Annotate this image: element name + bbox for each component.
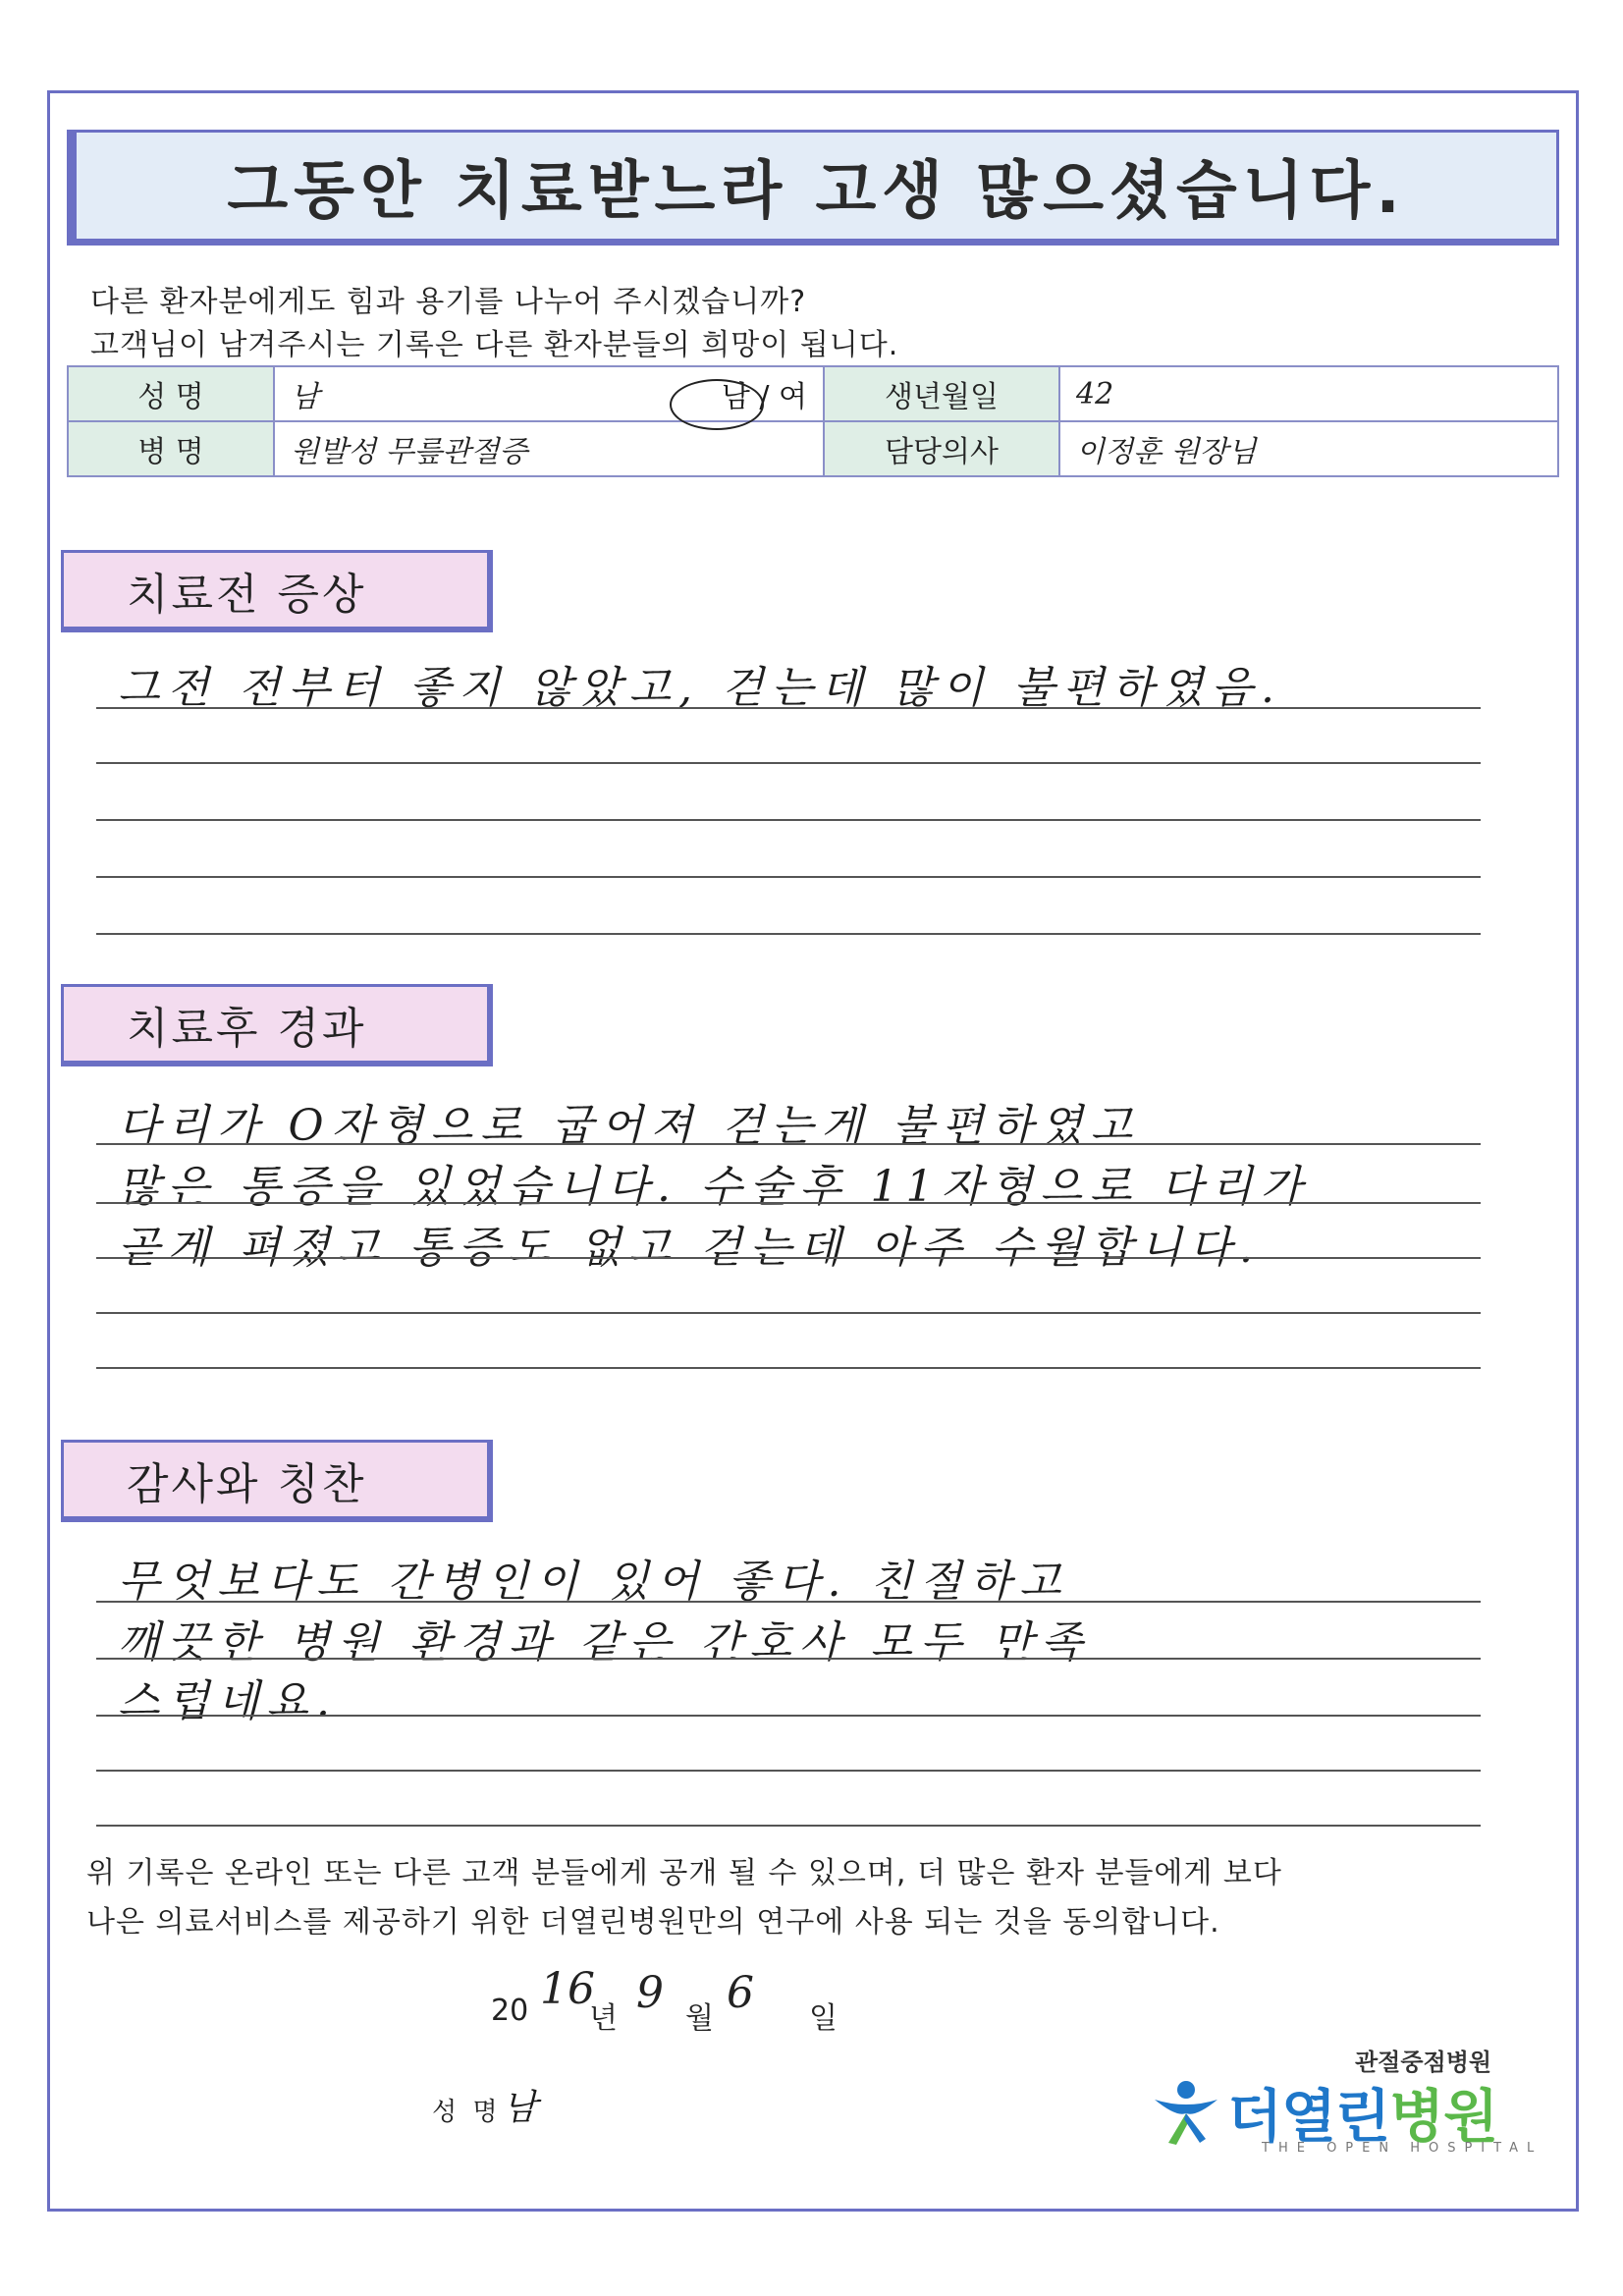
consent-line-1: 위 기록은 온라인 또는 다른 고객 분들에게 공개 될 수 있으며, 더 많은 환자 분들에게 보다 xyxy=(86,1856,1282,1890)
ruled-line xyxy=(96,1312,1481,1314)
thanks-line-2: 깨끗한 병원 환경과 같은 간호사 모두 만족 xyxy=(118,1617,1091,1667)
doctor-label: 담당의사 xyxy=(824,421,1059,476)
thanks-line-1: 무엇보다도 간병인이 있어 좋다. 친절하고 xyxy=(118,1557,1069,1607)
page-title: 그동안 치료받느라 고생 많으셨습니다. xyxy=(227,155,1406,228)
gender-separator: / xyxy=(759,380,770,414)
ruled-line xyxy=(96,1825,1481,1827)
signature-value: 남 xyxy=(503,2088,537,2128)
logo-subtitle: 관절중점병원 xyxy=(1355,2049,1492,2076)
ruled-line xyxy=(96,1202,1481,1204)
name-value: 남 xyxy=(291,380,319,414)
ruled-line xyxy=(96,1715,1481,1717)
logo-name-part1: 더열린 xyxy=(1227,2083,1390,2150)
consent-line-2: 나은 의료서비스를 제공하기 위한 더열린병원만의 연구에 사용 되는 것을 동의합니다. xyxy=(86,1905,1220,1940)
doctor-value: 이정훈 원장님 xyxy=(1076,435,1257,469)
date-prefix: 20 xyxy=(491,1994,529,2028)
thanks-line-3: 스럽네요. xyxy=(118,1676,339,1726)
ruled-line xyxy=(96,762,1481,764)
intro-line-1: 다른 환자분에게도 힘과 용기를 나누어 주시겠습니까? xyxy=(90,285,807,319)
ruled-line xyxy=(96,1601,1481,1603)
date-year-label: 년 xyxy=(589,2001,618,2036)
title-banner xyxy=(67,130,1559,246)
date-day: 6 xyxy=(727,1968,754,2018)
date-month: 9 xyxy=(636,1968,664,2018)
after-line-2: 많은 통증을 있었습니다. 수술후 11자형으로 다리가 xyxy=(118,1162,1310,1212)
disease-label: 병 명 xyxy=(68,421,274,476)
section-thanks-title: 감사와 칭찬 xyxy=(127,1458,367,1509)
female-option: 여 xyxy=(779,380,807,414)
date-year: 16 xyxy=(540,1964,595,2014)
logo-name-part2: 병원 xyxy=(1389,2083,1498,2150)
hospital-logo-icon xyxy=(1147,2070,1225,2149)
ruled-line xyxy=(96,819,1481,821)
male-option: 남 xyxy=(721,380,750,414)
ruled-line xyxy=(96,1257,1481,1259)
ruled-line xyxy=(96,1770,1481,1772)
after-line-1: 다리가 O자형으로 굽어져 걷는게 불편하였고 xyxy=(118,1101,1141,1151)
gender-circle-mark xyxy=(670,379,764,430)
section-thanks-heading xyxy=(61,1440,493,1522)
disease-value: 원발성 무릎관절증 xyxy=(291,435,528,469)
ruled-line xyxy=(96,1143,1481,1145)
date-day-label: 일 xyxy=(809,2001,838,2036)
signature-label: 성 명 xyxy=(432,2098,502,2127)
patient-info-table xyxy=(67,365,1559,477)
after-line-3: 곧게 펴졌고 통증도 없고 걷는데 아주 수월합니다. xyxy=(118,1223,1261,1273)
section-after-heading xyxy=(61,984,493,1066)
ruled-line xyxy=(96,933,1481,935)
date-month-label: 월 xyxy=(685,2001,714,2036)
logo-english: THE OPEN HOSPITAL xyxy=(1262,2141,1543,2156)
ruled-line xyxy=(96,707,1481,709)
ruled-line xyxy=(96,876,1481,878)
ruled-line xyxy=(96,1658,1481,1660)
section-after-title: 치료후 경과 xyxy=(127,1003,367,1054)
section-before-heading xyxy=(61,550,493,632)
before-line-1: 그전 전부터 좋지 않았고, 걷는데 많이 불편하였음. xyxy=(118,663,1282,713)
section-before-title: 치료전 증상 xyxy=(127,569,367,620)
birth-label: 생년월일 xyxy=(824,366,1059,421)
birth-value: 42 xyxy=(1076,376,1114,411)
name-label: 성 명 xyxy=(68,366,274,421)
ruled-line xyxy=(96,1367,1481,1369)
intro-line-2: 고객님이 남겨주시는 기록은 다른 환자분들의 희망이 됩니다. xyxy=(90,328,899,362)
